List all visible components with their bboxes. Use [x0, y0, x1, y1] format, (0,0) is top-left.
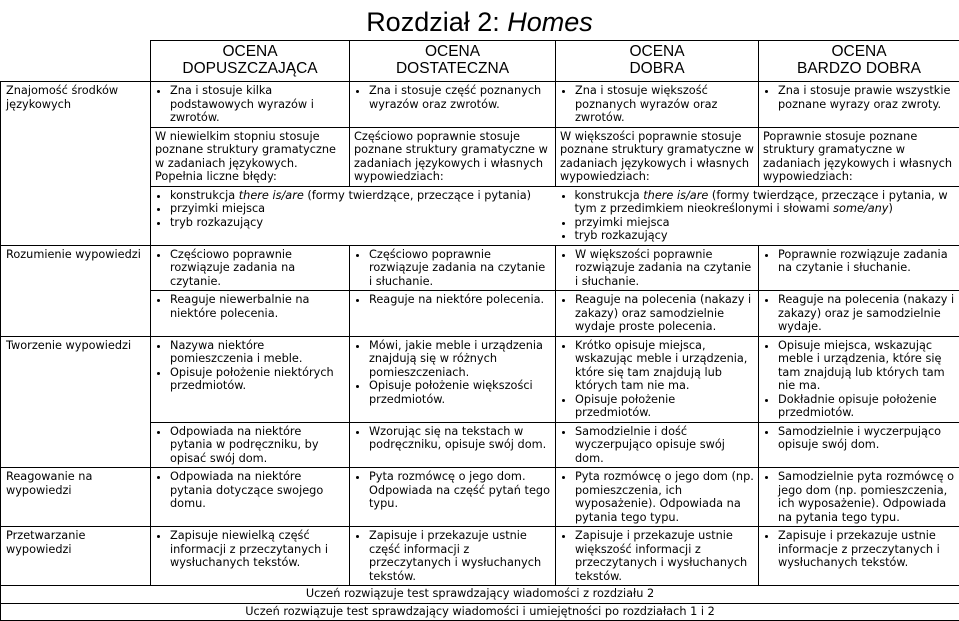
cell-gramatyka-1: W niewielkim stopniu stosuje poznane struktury gramatyczne w zadaniach językowych. Popełnia liczne błędy: — [151, 127, 350, 186]
grammar-item: • konstrukcja there is/are (formy twierdzące, przeczące i pytania) — [170, 189, 552, 203]
grammar-item: • przyimki miejsca — [575, 216, 956, 230]
page-title: Rozdział 2: Homes — [0, 0, 959, 44]
cell-opis-4: • Samodzielnie i wyczerpująco opisuje swój dom. — [759, 422, 959, 468]
header-bardzo-dobra: OCENA BARDZO DOBRA — [759, 41, 959, 82]
cell-znajomosc-1: • Zna i stosuje kilka podstawowych wyrazów i zwrotów. — [151, 82, 350, 128]
cell-tworzenie-1: • Nazywa niektóre pomieszczenia i meble. • Opisuje położenie niektórych przedmiotów. — [151, 336, 350, 422]
header-dobra: OCENA DOBRA — [556, 41, 759, 82]
title-emphasis: Homes — [507, 7, 593, 37]
grading-table — [0, 40, 959, 621]
cell-reaguje-4: • Reaguje na polecenia (nakazy i zakazy) oraz je samodzielnie wydaje. — [759, 291, 959, 337]
header-row — [1, 41, 959, 82]
cell-reagowanie-2: • Pyta rozmówcę o jego dom. Odpowiada na część pytań tego typu. — [350, 468, 556, 527]
cell-gramatyka-2: Częściowo poprawnie stosuje poznane struktury gramatyczne w zadaniach językowych i własnych wypowiedziach: — [350, 127, 556, 186]
cell-przetwarzanie-4: • Zapisuje i przekazuje ustnie informacje z przeczytanych i wysłuchanych tekstów. — [759, 527, 959, 586]
cell-reaguje-2: • Reaguje na niektóre polecenia. — [350, 291, 556, 337]
cell-gramatyka-4: Poprawnie stosuje poznane struktury gramatyczne w zadaniach językowych i własnych wypowiedziach: — [759, 127, 959, 186]
grammar-item: • przyimki miejsca — [170, 202, 552, 216]
cell-opis-2: • Wzorując się na tekstach w podręczniku, opisuje swój dom. — [350, 422, 556, 468]
cell-struktury-left — [151, 186, 556, 245]
cell-znajomosc-3: • Zna i stosuje większość poznanych wyrazów oraz zwrotów. — [556, 82, 759, 128]
cell-przetwarzanie-3: • Zapisuje i przekazuje ustnie większość informacji z przeczytanych i wysłuchanych tekstów. — [556, 527, 759, 586]
cell-opis-3: • Samodzielnie i dość wyczerpująco opisuje swój dom. — [556, 422, 759, 468]
cell-tworzenie-2: • Mówi, jakie meble i urządzenia znajdują się w różnych pomieszczeniach. • Opisuje położenie większości przedmiotów. — [350, 336, 556, 422]
cell-znajomosc-4: • Zna i stosuje prawie wszystkie poznane wyrazy oraz zwroty. — [759, 82, 959, 128]
grammar-item: • konstrukcja there is/are (formy twierdzące, przeczące i pytania, w tym z przedimkiem nieokreślonymi i słowami some/any) — [575, 189, 956, 216]
header-dostateczna: OCENA DOSTATECZNA — [350, 41, 556, 82]
footer-test-cumulative: Uczeń rozwiązuje test sprawdzający wiadomości i umiejętności po rozdziałach 1 i 2 — [1, 603, 959, 621]
footer-test-chapter: Uczeń rozwiązuje test sprawdzający wiadomości z rozdziału 2 — [1, 586, 959, 604]
cell-reaguje-3: • Reaguje na polecenia (nakazy i zakazy) oraz samodzielnie wydaje proste polecenia. — [556, 291, 759, 337]
row-label-znajomosc: Znajomość środków językowych — [1, 82, 151, 246]
cell-reagowanie-3: • Pyta rozmówcę o jego dom (np. pomieszczenia, ich wyposażenie). Odpowiada na pytania tego typu. — [556, 468, 759, 527]
row-label-rozumienie: Rozumienie wypowiedzi — [1, 245, 151, 336]
cell-gramatyka-3: W większości poprawnie stosuje poznane struktury gramatyczne w zadaniach językowych i własnych wypowiedziach: — [556, 127, 759, 186]
cell-rozumienie-3: • W większości poprawnie rozwiązuje zadania na czytanie i słuchanie. — [556, 245, 759, 291]
cell-reagowanie-1: • Odpowiada na niektóre pytania dotyczące swojego domu. — [151, 468, 350, 527]
cell-rozumienie-2: • Częściowo poprawnie rozwiązuje zadania na czytanie i słuchanie. — [350, 245, 556, 291]
grammar-item: • tryb rozkazujący — [575, 229, 956, 243]
cell-struktury-right — [556, 186, 959, 245]
cell-rozumienie-1: • Częściowo poprawnie rozwiązuje zadania na czytanie. — [151, 245, 350, 291]
cell-rozumienie-4: • Poprawnie rozwiązuje zadania na czytanie i słuchanie. — [759, 245, 959, 291]
row-label-tworzenie: Tworzenie wypowiedzi — [1, 336, 151, 468]
cell-reagowanie-4: • Samodzielnie pyta rozmówcę o jego dom (np. pomieszczenia, ich wyposażenie). Odpowiada na pytania tego typu. — [759, 468, 959, 527]
row-label-przetwarzanie: Przetwarzanie wypowiedzi — [1, 527, 151, 586]
header-empty — [1, 41, 151, 82]
cell-znajomosc-2: • Zna i stosuje część poznanych wyrazów oraz zwrotów. — [350, 82, 556, 128]
grammar-item: • tryb rozkazujący — [170, 216, 552, 230]
cell-tworzenie-4: • Opisuje miejsca, wskazując meble i urządzenia, które się tam znajdują lub których tam nie ma. • Dokładnie opisuje położenie przedmiotów. — [759, 336, 959, 422]
row-label-reagowanie: Reagowanie na wypowiedzi — [1, 468, 151, 527]
cell-przetwarzanie-2: • Zapisuje i przekazuje ustnie część informacji z przeczytanych i wysłuchanych tekstów. — [350, 527, 556, 586]
header-dopuszczajaca: OCENA DOPUSZCZAJĄCA — [151, 41, 350, 82]
cell-reaguje-1: • Reaguje niewerbalnie na niektóre polecenia. — [151, 291, 350, 337]
cell-tworzenie-3: • Krótko opisuje miejsca, wskazując meble i urządzenia, które się tam znajdują lub których tam nie ma. • Opisuje położenie przedmiotów. — [556, 336, 759, 422]
cell-przetwarzanie-1: • Zapisuje niewielką część informacji z przeczytanych i wysłuchanych tekstów. — [151, 527, 350, 586]
cell-opis-1: • Odpowiada na niektóre pytania w podręczniku, by opisać swój dom. — [151, 422, 350, 468]
